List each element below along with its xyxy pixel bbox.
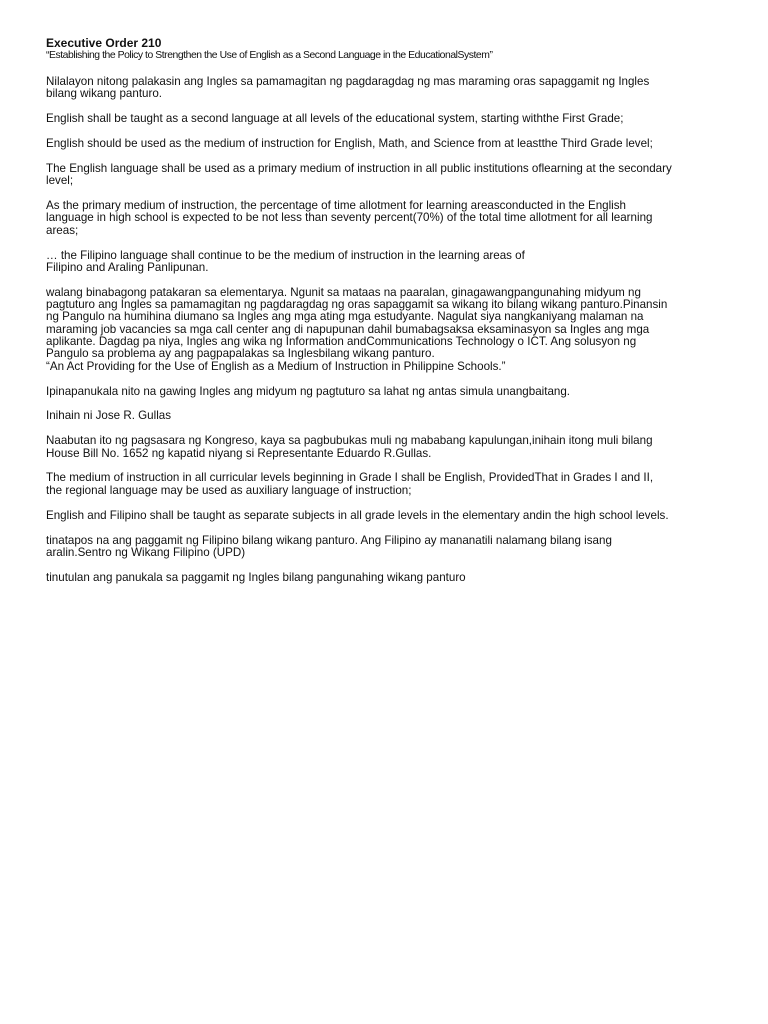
text-line: level; <box>46 174 74 188</box>
paragraph <box>46 410 736 422</box>
paragraph <box>46 138 736 150</box>
document-page <box>46 37 736 584</box>
paragraph <box>46 472 736 497</box>
text-line: ng Pangulo na humihina diumano sa Ingles ang mga ating mga estudyante. Nagulat siya nangkaniyang malaman na <box>46 310 644 324</box>
text-line: tinatapos na ang paggamit ng Filipino bilang wikang panturo. Ang Filipino ay mananatili nalamang bilang isang <box>46 533 612 547</box>
text-line: English should be used as the medium of instruction for English, Math, and Science from at leastthe Third Grade level; <box>46 137 653 151</box>
text-line: pagtuturo ang Ingles sa pamamagitan ng pagdaragdag ng oras sapaggamit sa wikang ito bilang wikang panturo.Pinansin <box>46 298 668 312</box>
paragraph <box>46 435 736 460</box>
text-line: bilang wikang panturo. <box>46 87 163 101</box>
text-line: aplikante. Dagdag pa niya, Ingles ang wika ng Information andCommunications Technology o ICT. Ang solusyon ng <box>46 335 637 349</box>
text-line: … the Filipino language shall continue to be the medium of instruction in the learning areas of <box>46 248 525 262</box>
text-line: As the primary medium of instruction, the percentage of time allotment for learning areasconducted in the English <box>46 199 626 213</box>
text-line: the regional language may be used as auxiliary language of instruction; <box>46 483 412 497</box>
document-subtitle: “Establishing the Policy to Strengthen the Use of English as a Second Language in the EducationalSystem” <box>46 50 493 61</box>
text-line: House Bill No. 1652 ng kapatid niyang si Representante Eduardo R.Gullas. <box>46 446 432 460</box>
document-title: Executive Order 210 <box>46 36 162 50</box>
paragraph <box>46 163 736 188</box>
text-line: language in high school is expected to be not less than seventy percent(70%) of the total time allotment for all learning <box>46 211 653 225</box>
text-line: walang binabagong patakaran sa elementarya. Ngunit sa mataas na paaralan, ginagawangpangunahing midyum ng <box>46 285 641 299</box>
paragraph <box>46 113 736 125</box>
text-line: The medium of instruction in all curricular levels beginning in Grade I shall be English, ProvidedThat in Grades I and II, <box>46 471 654 485</box>
paragraph <box>46 250 736 275</box>
text-line: English and Filipino shall be taught as separate subjects in all grade levels in the elementary andin the high school levels. <box>46 508 669 522</box>
text-line: maraming job vacancies sa mga call center ang di napupunan dahil bumabagsaksa eksaminasyon sa Ingles ang mga <box>46 322 650 336</box>
text-line: English shall be taught as a second language at all levels of the educational system, starting withthe First Grade; <box>46 112 624 126</box>
text-line: The English language shall be used as a primary medium of instruction in all public institutions oflearning at the secondary <box>46 161 672 175</box>
paragraph <box>46 572 736 584</box>
text-line: “An Act Providing for the Use of English as a Medium of Instruction in Philippine Schools.” <box>46 359 506 373</box>
text-line: tinutulan ang panukala sa paggamit ng Ingles bilang pangunahing wikang panturo <box>46 570 466 584</box>
document-body <box>46 76 736 584</box>
text-line: Ipinapanukala nito na gawing Ingles ang midyum ng pagtuturo sa lahat ng antas simula unangbaitang. <box>46 384 571 398</box>
paragraph <box>46 386 736 398</box>
text-line: areas; <box>46 223 79 237</box>
paragraph <box>46 200 736 237</box>
paragraph <box>46 535 736 560</box>
text-line: aralin.Sentro ng Wikang Filipino (UPD) <box>46 545 246 559</box>
paragraph <box>46 510 736 522</box>
text-line: Inihain ni Jose R. Gullas <box>46 409 172 423</box>
paragraph <box>46 76 736 101</box>
text-line: Filipino and Araling Panlipunan. <box>46 260 209 274</box>
text-line: Naabutan ito ng pagsasara ng Kongreso, kaya sa pagbubukas muli ng mababang kapulungan,inihain itong muli bilang <box>46 434 653 448</box>
paragraph <box>46 287 736 373</box>
text-line: Pangulo sa problema ay ang pagpapalakas sa Inglesbilang wikang panturo. <box>46 347 435 361</box>
text-line: Nilalayon nitong palakasin ang Ingles sa pamamagitan ng pagdaragdag ng mas maraming oras sapaggamit ng Ingles <box>46 75 650 88</box>
